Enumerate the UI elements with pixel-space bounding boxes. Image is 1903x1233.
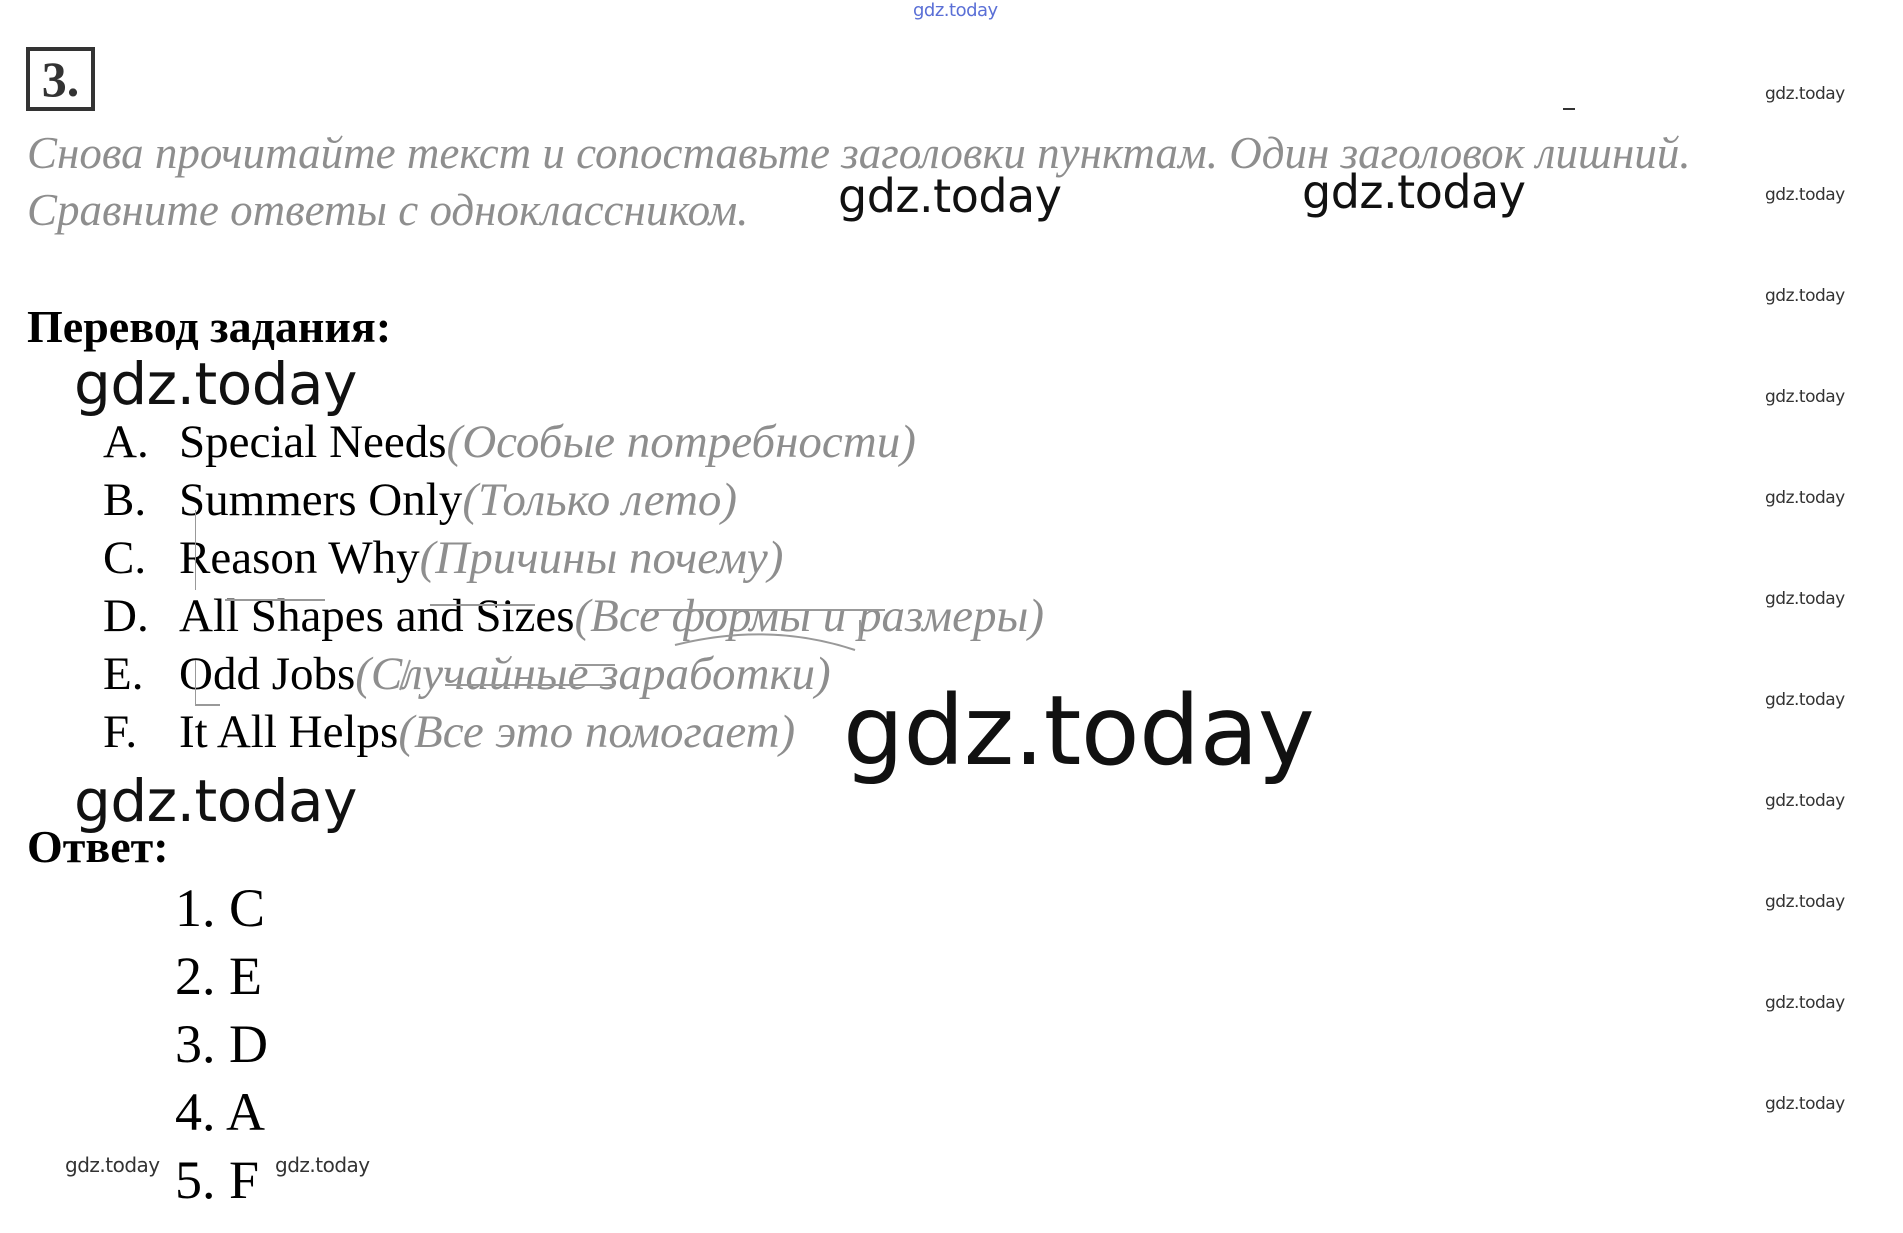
list-item: B. Summers Only(Только лето) bbox=[103, 474, 738, 526]
watermark: gdz.today bbox=[838, 169, 1062, 223]
watermark-right: gdz.today bbox=[1765, 1094, 1845, 1114]
list-item: F. It All Helps(Все это помогает) bbox=[103, 706, 796, 758]
watermark-right: gdz.today bbox=[1765, 488, 1845, 508]
watermark-right: gdz.today bbox=[1765, 993, 1845, 1013]
list-item: C. Reason Why(Причины почему) bbox=[103, 532, 784, 584]
watermark: gdz.today bbox=[74, 767, 357, 835]
answer-item: 2. E bbox=[175, 946, 262, 1006]
translation-heading: Перевод задания: bbox=[27, 301, 392, 352]
watermark-right: gdz.today bbox=[1765, 387, 1845, 407]
answer-item: 3. D bbox=[175, 1014, 268, 1074]
task-number: 3. bbox=[26, 47, 95, 111]
watermark-right: gdz.today bbox=[1765, 589, 1845, 609]
watermark-right: gdz.today bbox=[1765, 690, 1845, 710]
list-item: E. Odd Jobs(Случайные заработки) bbox=[103, 648, 831, 700]
watermark-top: gdz.today bbox=[913, 0, 998, 21]
instruction-line-1: Снова прочитайте текст и сопоставьте заголовки пунктам. Один заголовок лишний. bbox=[27, 128, 1691, 178]
watermark-right: gdz.today bbox=[1765, 892, 1845, 912]
answer-item: 5. F bbox=[175, 1150, 260, 1210]
instruction-line-2: Сравните ответы с одноклассником. bbox=[27, 185, 749, 235]
watermark: gdz.today bbox=[843, 675, 1315, 787]
watermark-right: gdz.today bbox=[1765, 185, 1845, 205]
watermark: gdz.today bbox=[1302, 165, 1526, 219]
watermark: gdz.today bbox=[65, 1153, 160, 1177]
watermark: gdz.today bbox=[74, 350, 357, 418]
watermark-right: gdz.today bbox=[1765, 84, 1845, 104]
list-item: A. Special Needs(Особые потребности) bbox=[103, 416, 916, 468]
watermark-right: gdz.today bbox=[1765, 286, 1845, 306]
watermark: gdz.today bbox=[275, 1153, 370, 1177]
list-item: D. All Shapes and Sizes(Все формы и размеры) bbox=[103, 590, 1044, 642]
answer-item: 4. A bbox=[175, 1082, 266, 1142]
stray-mark bbox=[1563, 108, 1575, 110]
answer-item: 1. C bbox=[175, 878, 266, 938]
watermark-right: gdz.today bbox=[1765, 791, 1845, 811]
answer-heading: Ответ: bbox=[27, 821, 169, 872]
